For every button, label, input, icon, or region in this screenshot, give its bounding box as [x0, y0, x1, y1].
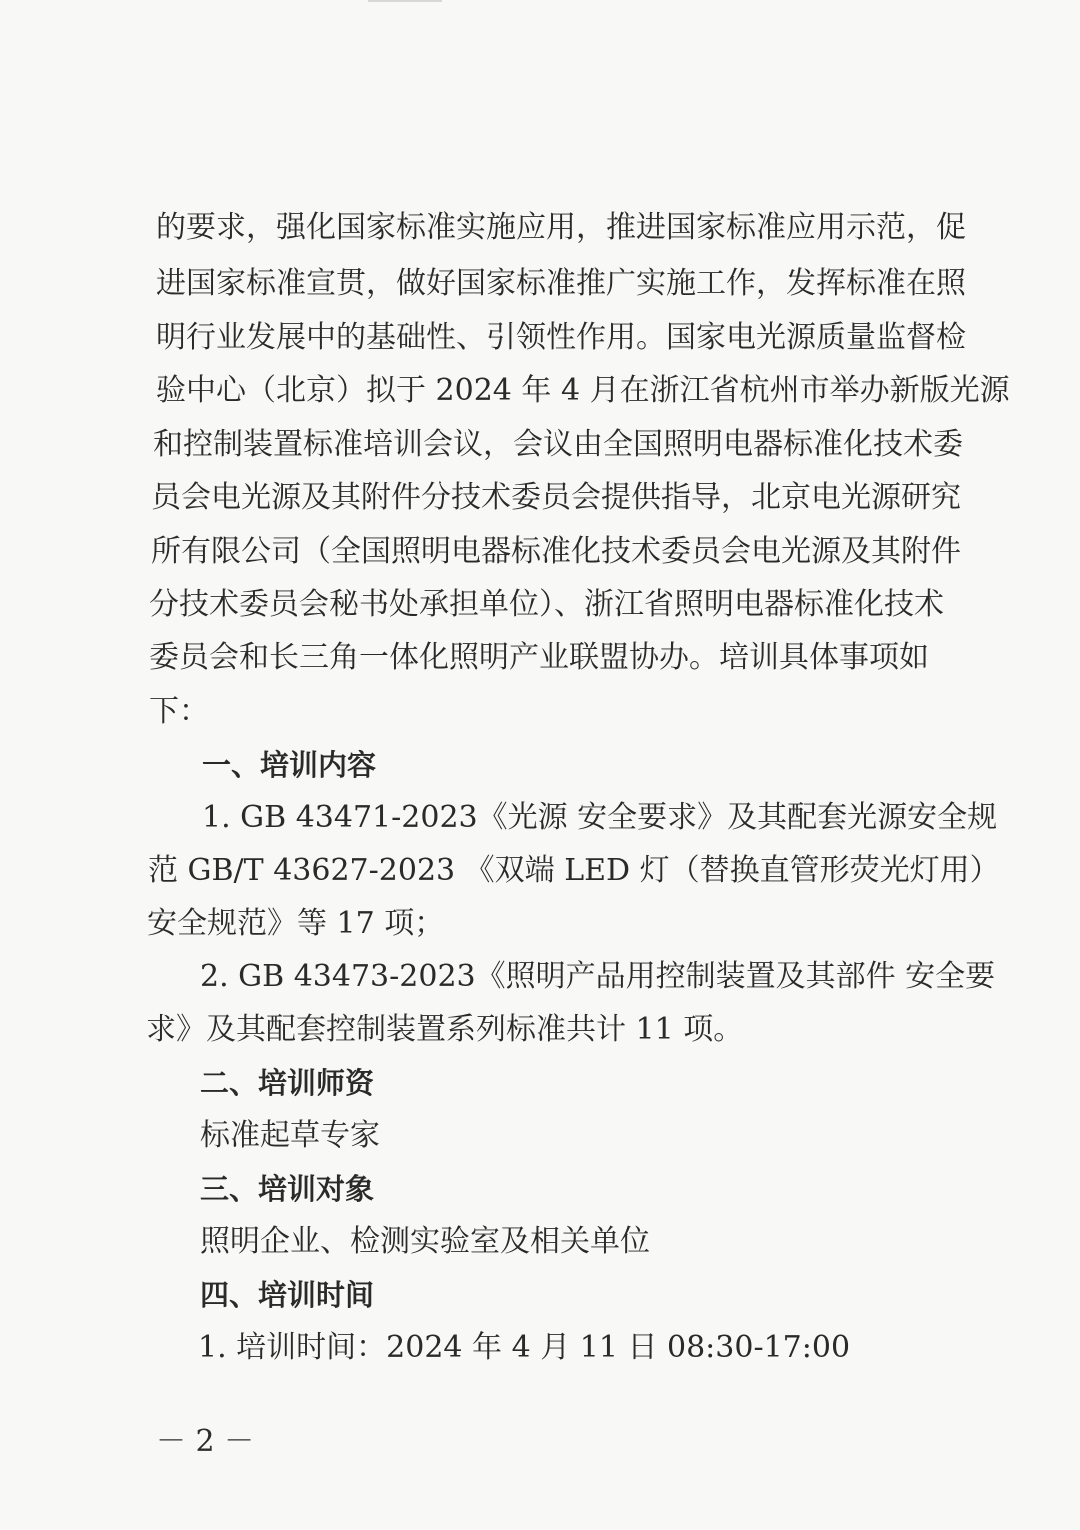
training-time-item-1: 1. 培训时间：2024 年 4 月 11 日 08:30-17:00 — [198, 1330, 851, 1365]
paragraph-line-6: 员会电光源及其附件分技术委员会提供指导，北京电光源研究 — [151, 480, 961, 515]
training-item-1-line-1: 1. GB 43471-2023《光源 安全要求》及其配套光源安全规 — [202, 800, 998, 835]
training-item-1-line-3: 安全规范》等 17 项； — [147, 906, 445, 941]
page-number: － 2 － — [156, 1424, 255, 1459]
section-heading-training-time: 四、培训时间 — [200, 1278, 375, 1312]
paragraph-line-3: 明行业发展中的基础性、引领性作用。国家电光源质量监督检 — [156, 320, 966, 355]
training-item-2-line-2: 求》及其配套控制装置系列标准共计 11 项。 — [146, 1012, 744, 1047]
paragraph-line-9: 委员会和长三角一体化照明产业联盟协办。培训具体事项如 — [149, 640, 929, 675]
paragraph-line-7: 所有限公司（全国照明电器标准化技术委员会电光源及其附件 — [151, 534, 961, 569]
paragraph-line-2: 进国家标准宣贯，做好国家标准推广实施工作，发挥标准在照 — [156, 266, 966, 301]
audience-text: 照明企业、检测实验室及相关单位 — [200, 1224, 650, 1259]
paragraph-line-4: 验中心（北京）拟于 2024 年 4 月在浙江省杭州市举办新版光源 — [156, 373, 1010, 408]
paragraph-line-1: 的要求，强化国家标准实施应用，推进国家标准应用示范，促 — [156, 210, 966, 245]
training-item-2-line-1: 2. GB 43473-2023《照明产品用控制装置及其部件 安全要 — [200, 959, 996, 994]
scan-edge-mark — [368, 0, 442, 2]
paragraph-line-5: 和控制装置标准培训会议，会议由全国照明电器标准化技术委 — [153, 427, 963, 462]
section-heading-training-content: 一、培训内容 — [202, 748, 377, 782]
training-item-1-line-2: 范 GB/T 43627-2023 《双端 LED 灯（替换直管形荧光灯用） — [148, 853, 1000, 888]
section-heading-audience: 三、培训对象 — [200, 1172, 375, 1206]
paragraph-line-10: 下： — [149, 694, 209, 729]
paragraph-line-8: 分技术委员会秘书处承担单位）、浙江省照明电器标准化技术 — [149, 587, 944, 622]
section-heading-trainers: 二、培训师资 — [200, 1066, 375, 1100]
trainers-text: 标准起草专家 — [200, 1118, 380, 1153]
